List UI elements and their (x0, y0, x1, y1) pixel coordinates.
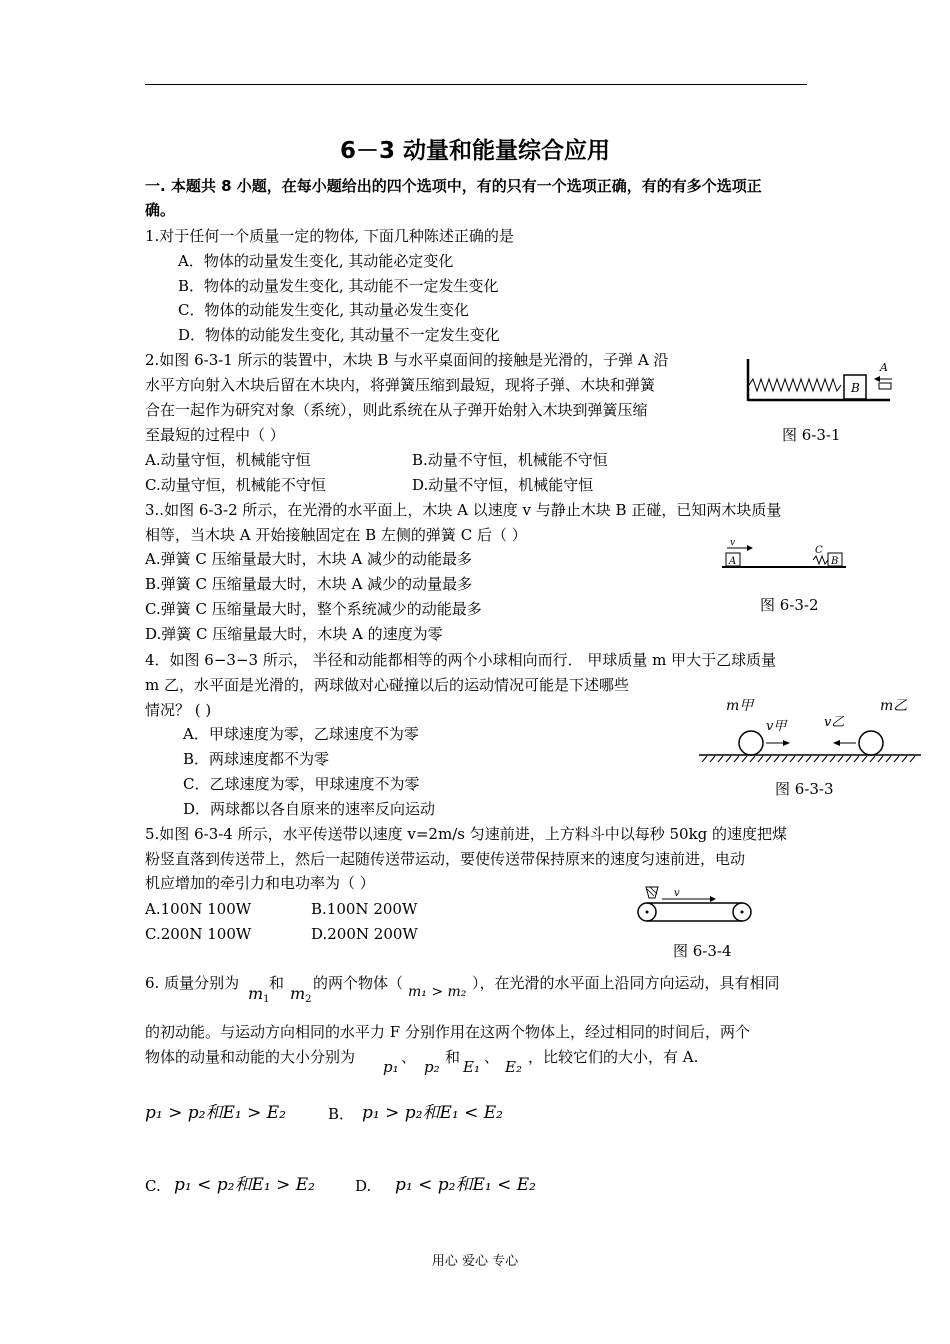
page-title: 6－3 动量和能量综合应用 (339, 138, 610, 164)
fig3-label-v1: v甲 (766, 719, 787, 734)
q6-option-d-label: D. (355, 1177, 372, 1195)
q4-line3: 情况？ ( ) (145, 701, 212, 719)
q2-option-d: D.动量不守恒，机械能守恒 (412, 476, 594, 494)
q4-option-a: A．甲球速度为零，乙球速度不为零 (183, 725, 419, 743)
fig3-label-v2: v乙 (824, 715, 845, 730)
q3-option-b: B.弹簧 C 压缩量最大时，木块 A 减少的动量最多 (145, 575, 473, 593)
q2-line4: 至最短的过程中（ ） (145, 426, 285, 444)
section-instruction-line2: 确。 (145, 201, 176, 219)
fig1-label-a: A (880, 361, 888, 374)
fig1-caption: 图 6-3-1 (782, 426, 841, 444)
fig4-caption: 图 6-3-4 (673, 942, 732, 960)
q6-text-part3: ），在光滑的水平面上沿同方向运动，具有相同 (472, 974, 780, 992)
q1-option-c: C．物体的动能发生变化, 其动量必发生变化 (178, 301, 470, 319)
q6-symbol-p1: p₁ (383, 1058, 399, 1076)
q4-option-c: C．乙球速度为零，甲球速度不为零 (183, 775, 420, 793)
q2-option-b: B.动量不守恒，机械能不守恒 (412, 451, 608, 469)
q2-option-a: A.动量守恒，机械能守恒 (145, 451, 311, 469)
q6-line3-end: ，比较它们的大小，有 A. (528, 1048, 699, 1066)
fig2-label-b: B (831, 556, 839, 567)
q5-line1: 5.如图 6-3-4 所示，水平传送带以速度 v=2m/s 匀速前进，上方料斗中以每秒 50kg 的速度把煤 (145, 825, 788, 843)
q2-line2: 水平方向射入木块后留在木块内，将弹簧压缩到最短，现将子弹、木块和弹簧 (145, 376, 656, 394)
q1-stem: 1.对于任何一个质量一定的物体, 下面几种陈述正确的是 (145, 227, 514, 245)
q2-line1: 2.如图 6-3-1 所示的装置中，木块 B 与水平桌面间的接触是光滑的，子弹 A 沿 (145, 351, 669, 369)
figure-6-3-3 (696, 692, 926, 768)
q6-separator-2: 、 (484, 1048, 500, 1066)
q3-option-a: A.弹簧 C 压缩量最大时，木块 A 减少的动能最多 (145, 550, 472, 568)
page-footer: 用心 爱心 专心 (431, 1254, 519, 1269)
fig3-caption: 图 6-3-3 (775, 780, 834, 798)
fig2-caption: 图 6-3-2 (760, 596, 819, 614)
q2-line3: 合在一起作为研究对象（系统），则此系统在从子弹开始射入木块到弹簧压缩 (145, 401, 648, 419)
q6-option-c-label: C. (145, 1177, 161, 1195)
q6-and-1: 和 (269, 974, 285, 992)
q3-option-c: C.弹簧 C 压缩量最大时，整个系统减少的动能最多 (145, 600, 482, 618)
q2-option-c: C.动量守恒，机械能不守恒 (145, 476, 326, 494)
q6-condition: m₁ > m₂ (408, 984, 467, 1000)
q6-symbol-e1: E₁ (463, 1058, 480, 1076)
header-rule (145, 84, 807, 85)
q5-option-a: A.100N 100W (145, 900, 252, 918)
q6-line2: 的初动能。与运动方向相同的水平力 F 分别作用在这两个物体上，经过相同的时间后，两个 (145, 1023, 750, 1041)
q3-line2: 相等，当木块 A 开始接触固定在 B 左侧的弹簧 C 后（ ） (145, 526, 527, 544)
q4-line1: 4．如图 6−3−3 所示， 半径和动能都相等的两个小球相向而行． 甲球质量 m 甲大于乙球质量 (145, 651, 777, 669)
fig2-label-c: C (815, 545, 823, 556)
q5-line2: 粉竖直落到传送带上，然后一起随传送带运动，要使传送带保持原来的速度匀速前进，电动 (145, 850, 746, 868)
q1-option-a: A．物体的动量发生变化, 其动能必定变化 (178, 252, 454, 270)
q6-option-b: p₁ > p₂和E₁ < E₂ (362, 1103, 503, 1123)
fig3-label-m1: m甲 (726, 698, 754, 714)
q5-option-b: B.100N 200W (311, 900, 418, 918)
figure-6-3-2 (718, 534, 853, 574)
q4-line2: m 乙，水平面是光滑的，两球做对心碰撞以后的运动情况可能是下述哪些 (145, 676, 629, 694)
q6-symbol-m1: $m_1$ (248, 984, 270, 1005)
q6-text-part2: 的两个物体（ (313, 974, 404, 992)
figure-6-3-4 (632, 884, 760, 928)
q4-option-b: B．两球速度都不为零 (183, 750, 330, 768)
q6-option-a: p₁ > p₂和E₁ > E₂ (145, 1103, 286, 1123)
q1-option-b: B．物体的动量发生变化, 其动能不一定发生变化 (178, 277, 499, 295)
q6-option-d: p₁ < p₂和E₁ < E₂ (395, 1175, 536, 1195)
fig1-label-b: B (851, 381, 860, 395)
q3-option-d: D.弹簧 C 压缩量最大时，木块 A 的速度为零 (145, 625, 443, 643)
q5-option-c: C.200N 100W (145, 925, 252, 943)
q5-line3: 机应增加的牵引力和电功率为（ ） (145, 874, 375, 892)
q6-option-c: p₁ < p₂和E₁ > E₂ (174, 1175, 315, 1195)
q6-symbol-e2: E₂ (505, 1058, 522, 1076)
fig4-label-v: v (674, 888, 680, 899)
q6-option-b-label: B． (328, 1105, 355, 1123)
fig3-label-m2: m乙 (880, 698, 908, 714)
q6-symbol-p2: p₂ (424, 1058, 440, 1076)
q6-and-2: 和 (445, 1048, 461, 1066)
section-instruction-line1: 一. 本题共 8 小题，在每小题给出的四个选项中，有的只有一个选项正确，有的有多个选项正 (145, 177, 762, 195)
q5-option-d: D.200N 200W (311, 925, 418, 943)
q4-option-d: D．两球都以各自原来的速率反向运动 (183, 800, 436, 818)
q6-text-part1: 6. 质量分别为 (145, 974, 240, 992)
fig2-label-v: v (730, 538, 736, 548)
figure-6-3-1 (740, 355, 900, 410)
q1-option-d: D．物体的动能发生变化, 其动量不一定发生变化 (178, 326, 500, 344)
q3-line1: 3..如图 6-3-2 所示，在光滑的水平面上，木块 A 以速度 v 与静止木块 B 正碰，已知两木块质量 (145, 501, 782, 519)
q6-separator-1: 、 (401, 1048, 417, 1066)
q6-symbol-m2: $m_2$ (290, 984, 312, 1005)
fig2-label-a: A (729, 556, 737, 567)
q6-line3-start: 物体的动量和动能的大小分别为 (145, 1048, 356, 1066)
